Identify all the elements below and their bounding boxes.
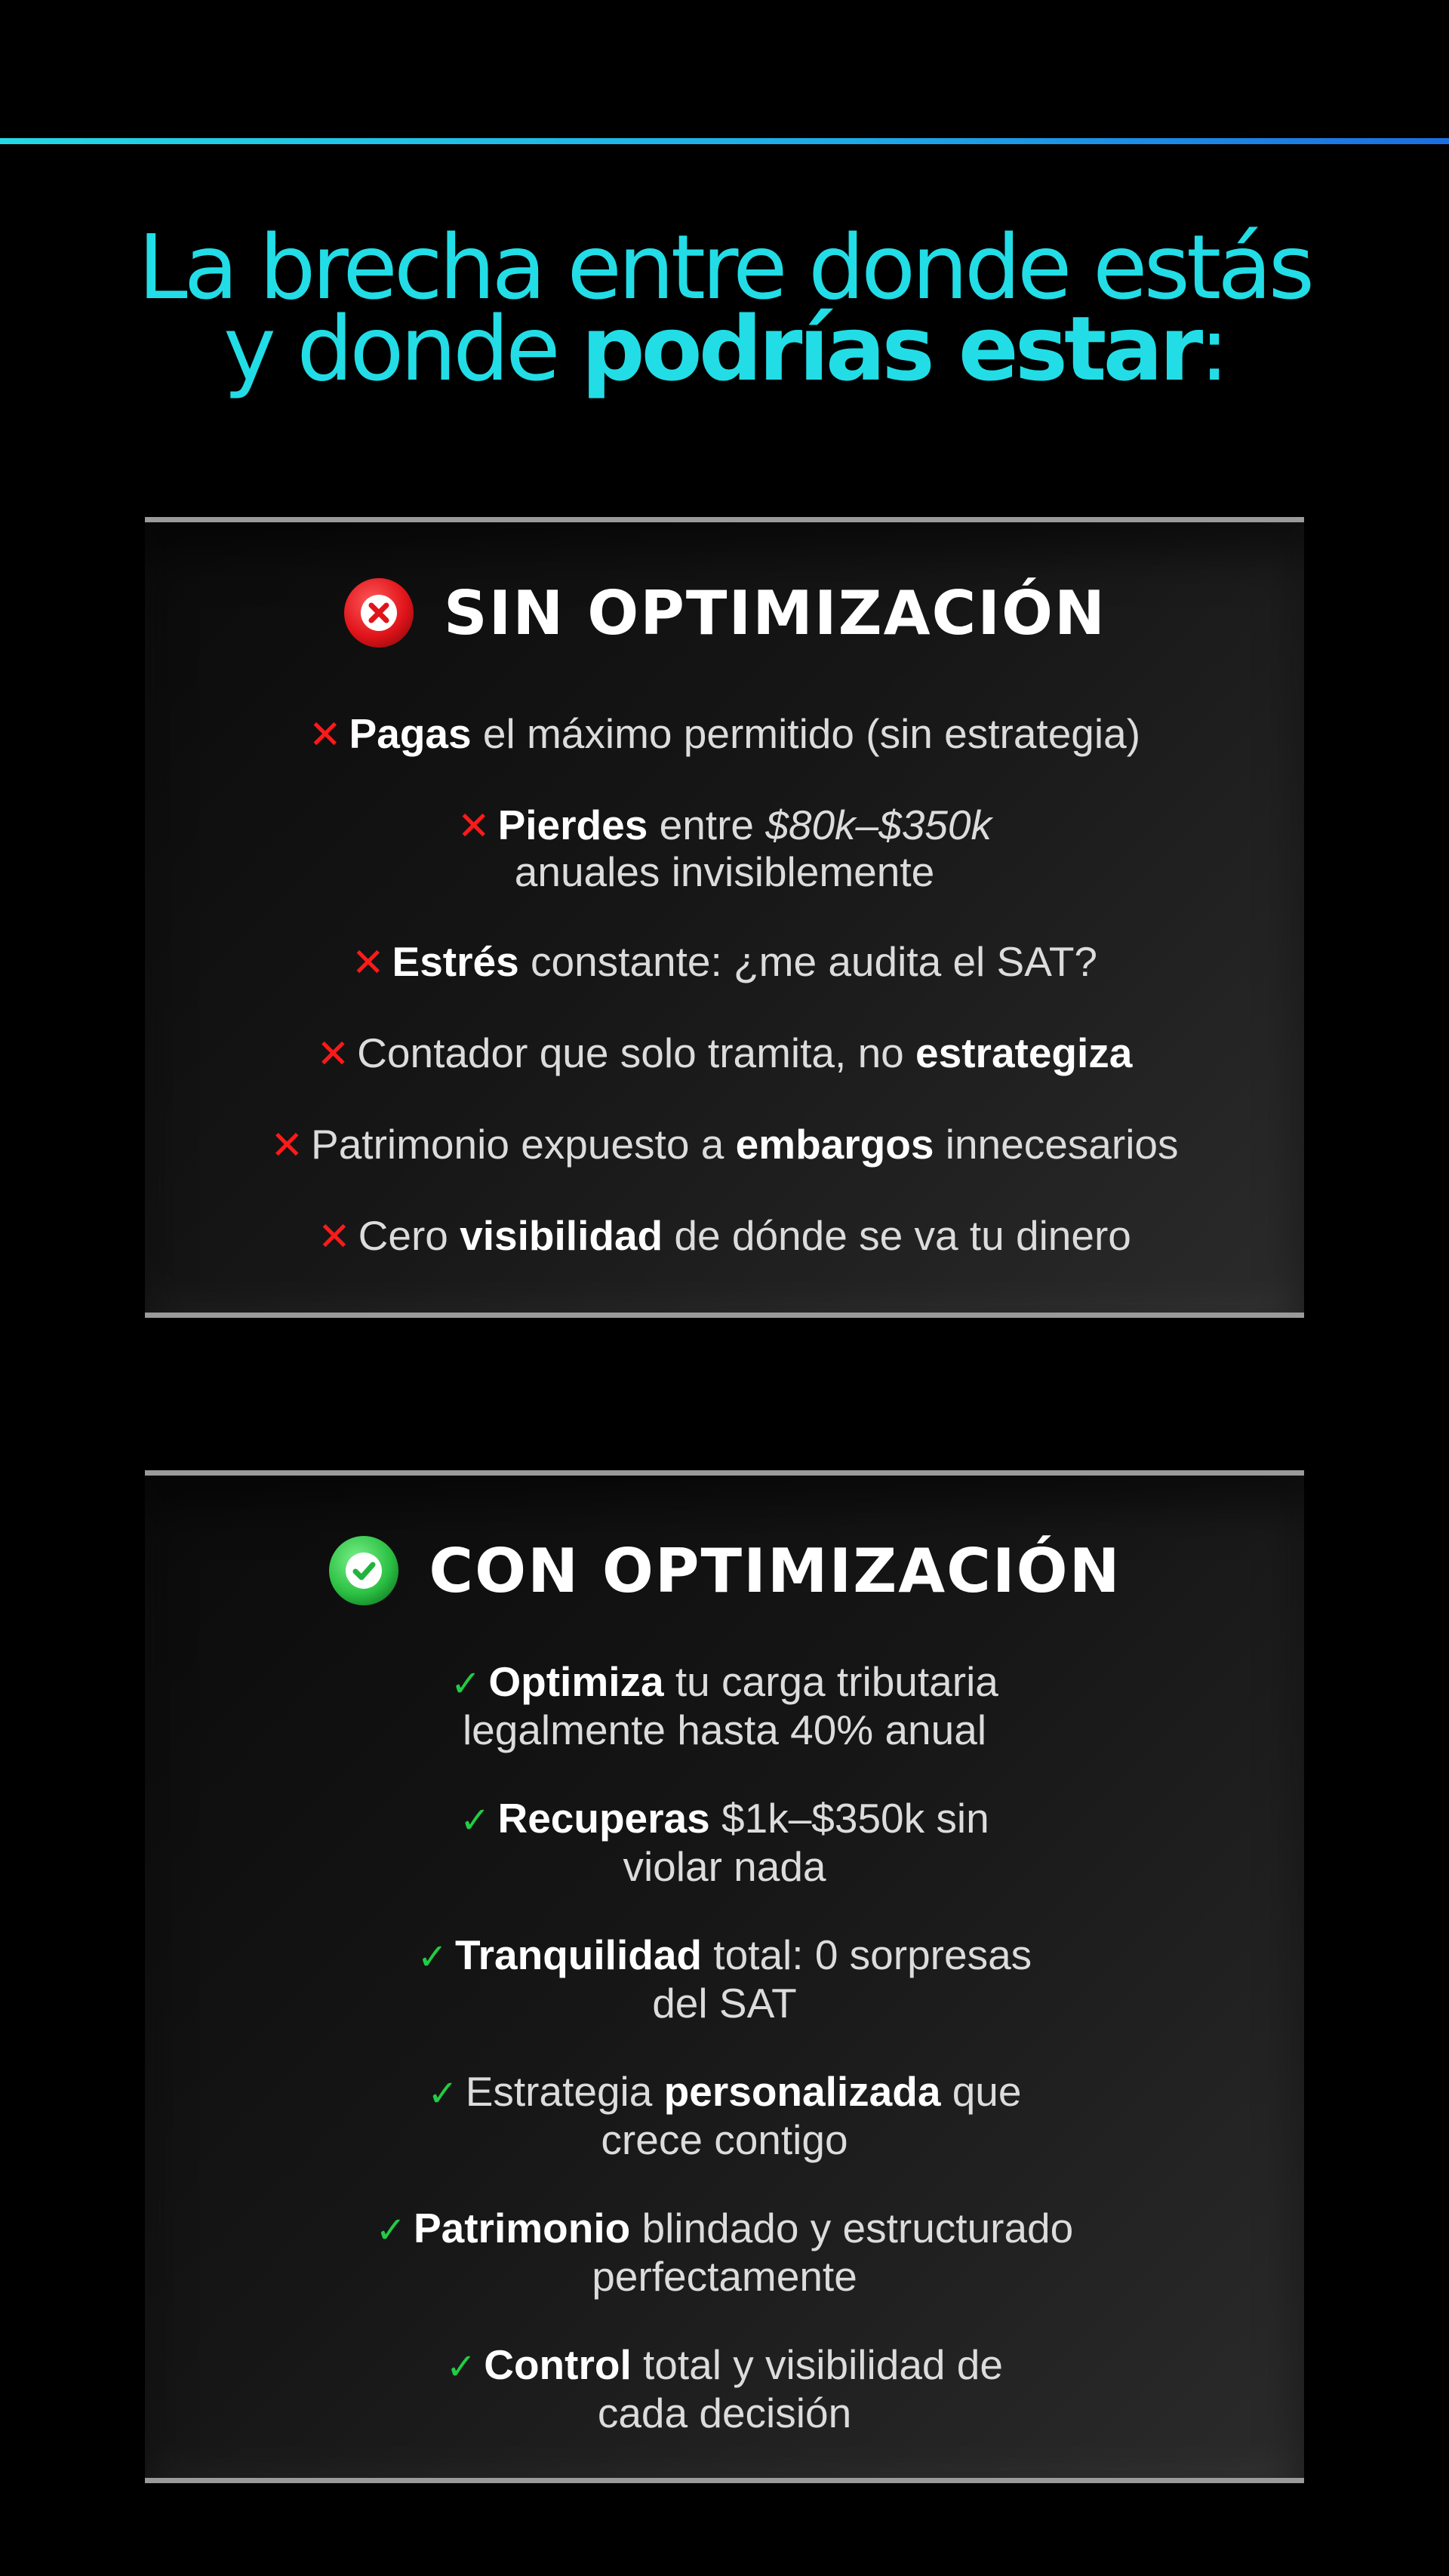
list-item (145, 2342, 1304, 2479)
item-text: tu carga tributaria (663, 1658, 998, 1705)
headline-line-2-strong: podrías estar (581, 297, 1200, 401)
item-strong: estrategiza (915, 1029, 1133, 1076)
item-strong: Pierdes (497, 802, 648, 848)
list-item (145, 1122, 1304, 1213)
item-strong: Pagas (349, 710, 472, 757)
item-italic: $80k–$350k (765, 802, 992, 848)
item-text: blindado y estructurado (630, 2205, 1074, 2251)
item-strong: Control (484, 2341, 632, 2388)
item-text: de dónde se va tu dinero (663, 1212, 1131, 1259)
item-strong: visibilidad (460, 1212, 663, 1259)
without-optimization-list (145, 711, 1304, 1304)
item-text: que (940, 2068, 1022, 2115)
item-text-line-2: perfectamente (592, 2253, 857, 2300)
check-mark-icon: ✓ (427, 2074, 458, 2114)
item-strong: Estrés (392, 938, 519, 985)
green-check-circle-icon (328, 1534, 400, 1607)
with-optimization-title: CON OPTIMIZACIÓN (429, 1535, 1121, 1606)
without-optimization-title: SIN OPTIMIZACIÓN (444, 577, 1106, 648)
list-item (145, 802, 1304, 939)
item-text: total y visibilidad de (631, 2341, 1003, 2388)
item-strong: personalizada (663, 2068, 941, 2115)
page-headline (0, 215, 1449, 401)
item-text-line-2: del SAT (652, 1980, 797, 2027)
item-strong: Recuperas (497, 1795, 710, 1842)
x-mark-icon: ✕ (457, 805, 491, 848)
check-mark-icon: ✓ (446, 2347, 477, 2387)
check-mark-icon: ✓ (451, 1664, 481, 1704)
list-item (145, 1030, 1304, 1122)
item-text-line-2: anuales invisiblemente (514, 848, 935, 895)
item-text-line-2: violar nada (623, 1843, 826, 1890)
item-text: Estrategia (465, 2068, 664, 2115)
item-text-line-2: crece contigo (601, 2116, 848, 2163)
item-strong: Tranquilidad (455, 1931, 703, 1978)
item-strong: embargos (735, 1121, 934, 1168)
check-mark-icon: ✓ (417, 1937, 448, 1977)
item-text: constante: ¿me audita el SAT? (518, 938, 1098, 985)
item-strong: Optimiza (488, 1658, 664, 1705)
list-item (145, 1796, 1304, 1932)
headline-line-1: La brecha entre donde estás (137, 215, 1312, 319)
headline-line-2-suffix: : (1199, 297, 1226, 401)
x-mark-icon: ✕ (316, 1033, 350, 1076)
with-optimization-header (145, 1534, 1304, 1607)
list-item (145, 939, 1304, 1030)
item-text: Patrimonio expuesto a (311, 1121, 736, 1168)
item-text: el máximo permitido (sin estrategia) (471, 710, 1141, 757)
list-item (145, 711, 1304, 802)
top-accent-line (0, 138, 1449, 144)
list-item (145, 1213, 1304, 1304)
without-optimization-panel (145, 517, 1304, 1318)
item-text-line-2: legalmente hasta 40% anual (462, 1707, 987, 1753)
with-optimization-list (145, 1659, 1304, 2479)
headline-line-2-prefix: y donde (223, 297, 582, 401)
x-mark-icon: ✕ (318, 1215, 351, 1259)
without-optimization-header (145, 577, 1304, 649)
x-mark-icon: ✕ (308, 713, 342, 757)
red-x-circle-icon (343, 577, 415, 649)
list-item (145, 2205, 1304, 2342)
item-text: total: 0 sorpresas (702, 1931, 1032, 1978)
item-text: entre (648, 802, 766, 848)
list-item (145, 2069, 1304, 2205)
item-text-line-2: cada decisión (597, 2390, 852, 2436)
item-text: innecesarios (934, 1121, 1179, 1168)
with-optimization-panel (145, 1470, 1304, 2483)
item-text: Contador que solo tramita, no (357, 1029, 916, 1076)
list-item (145, 1932, 1304, 2069)
item-text: $1k–$350k sin (709, 1795, 989, 1842)
x-mark-icon: ✕ (270, 1124, 304, 1168)
list-item (145, 1659, 1304, 1796)
item-text: Cero (358, 1212, 460, 1259)
check-mark-icon: ✓ (375, 2211, 406, 2251)
x-mark-icon: ✕ (351, 941, 385, 985)
item-strong: Patrimonio (413, 2205, 631, 2251)
check-mark-icon: ✓ (460, 1801, 491, 1841)
